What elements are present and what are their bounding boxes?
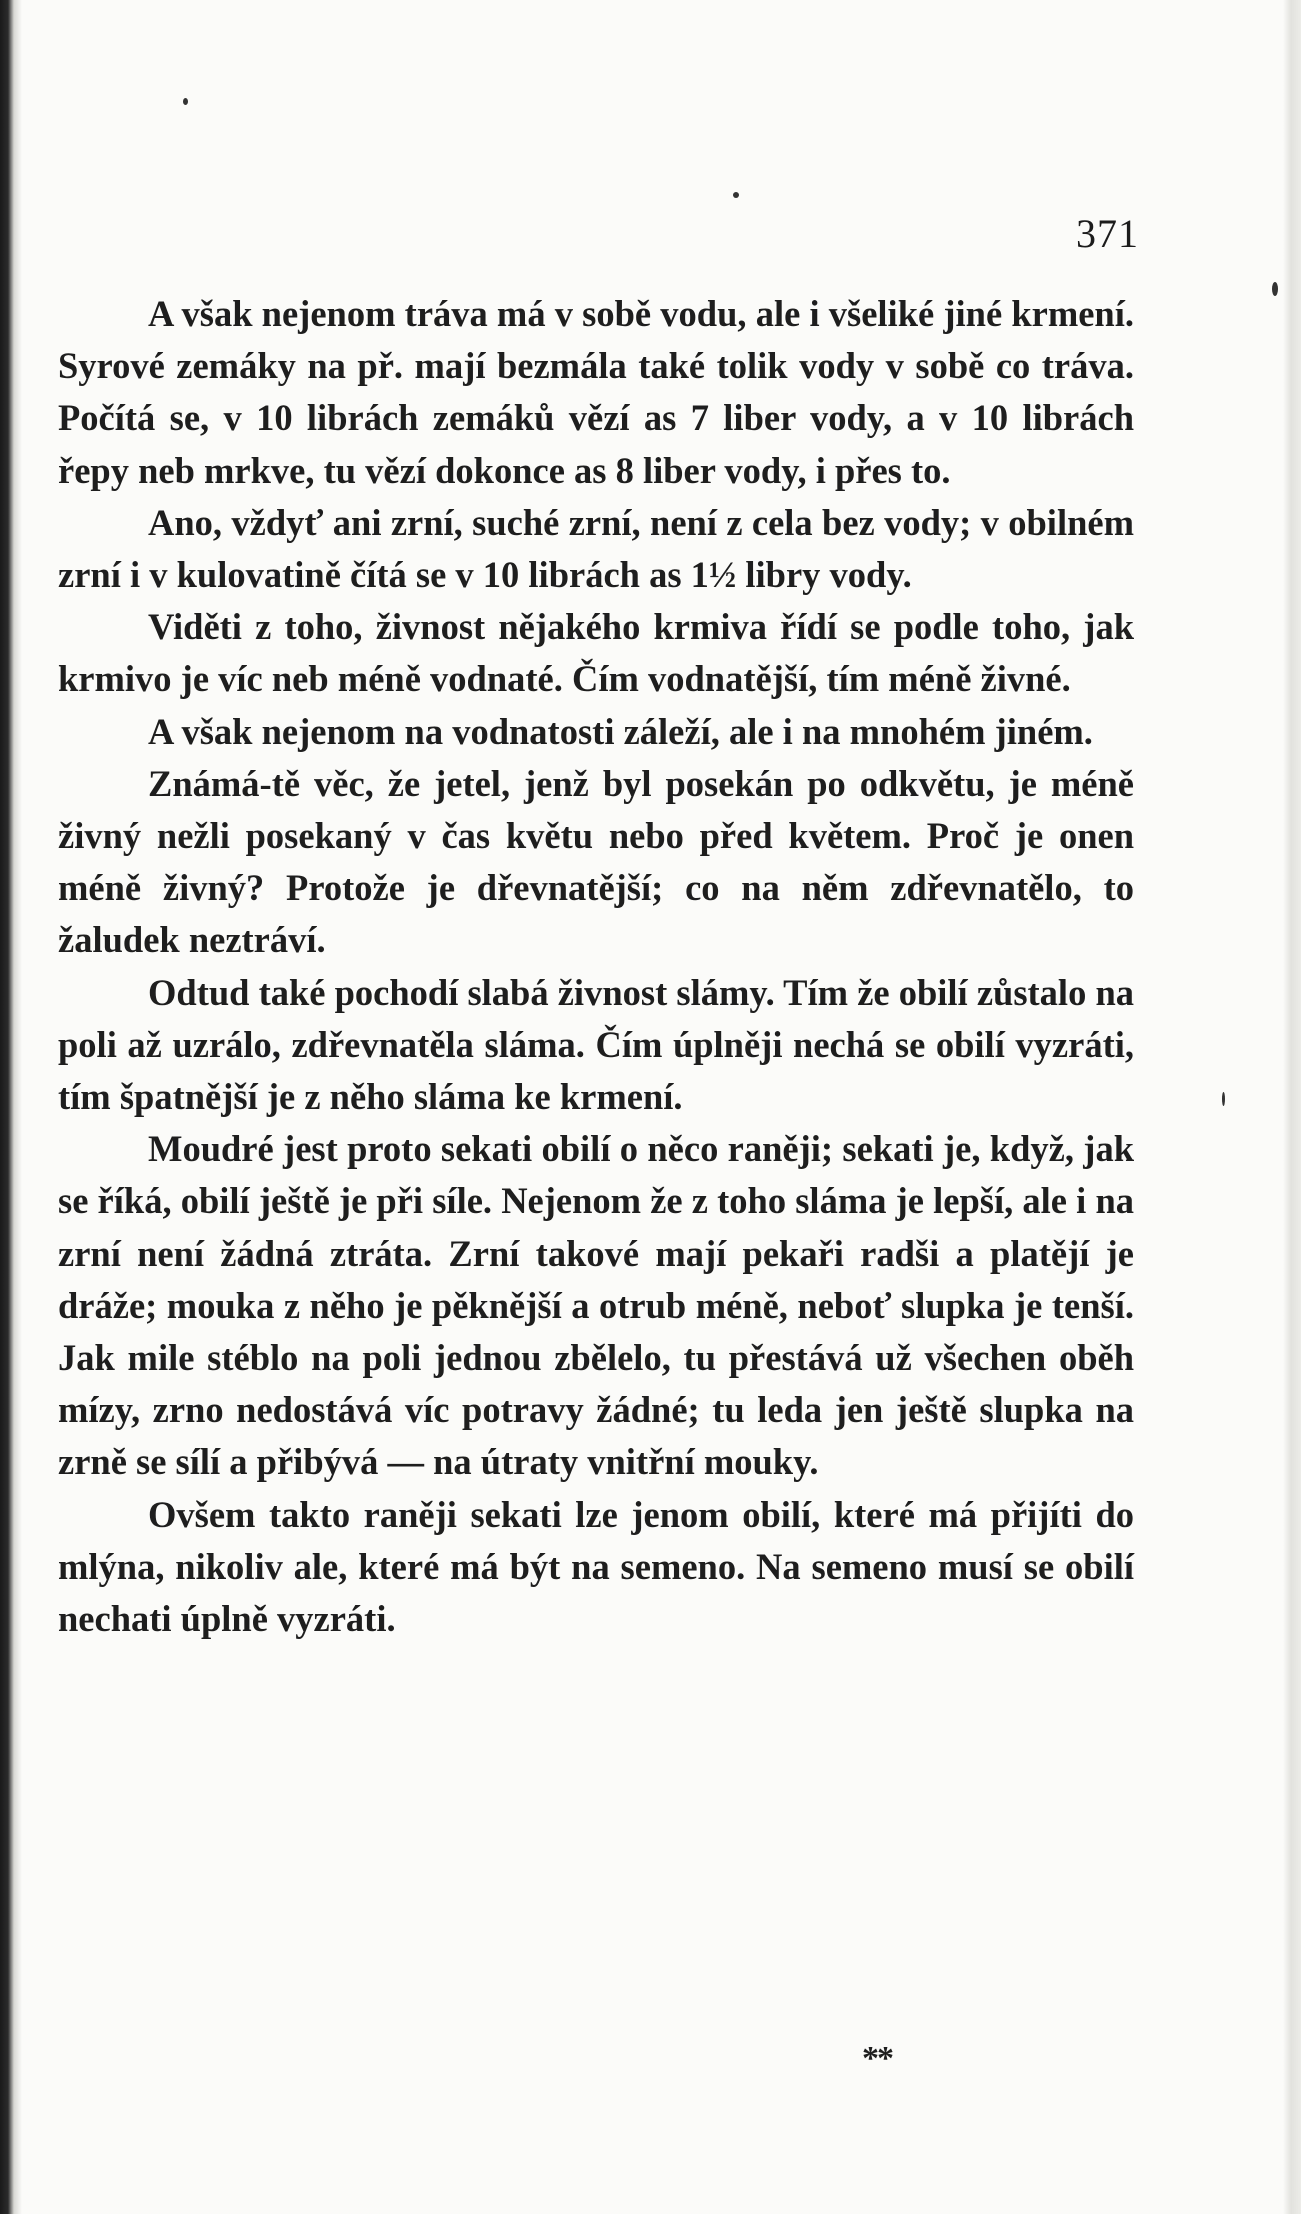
page-left-binding-edge [0,0,22,2214]
paragraph: Známá-tě věc, že jetel, jenž byl posekán po odkvětu, je méně živný nežli posekaný v čas květu nebo před květem. Proč je onen méně živný? Protože je dřevnatější; co na něm zdřevnatělo, to žaludek neztráví. [58,762,1134,961]
page-number: 371 [1076,211,1139,256]
page-right-edge [1283,0,1301,2214]
body-text [58,288,1134,1645]
paragraph: Ano, vždyť ani zrní, suché zrní, není z cela bez vody; v obilném zrní i v kulovatině čítá se v 10 librách as 1½ libry vody. [58,501,1134,596]
ink-speck [733,192,739,198]
paragraph: Moudré jest proto sekati obilí o něco raněji; sekati je, když, jak se říká, obilí ještě je při síle. Nejenom že z toho sláma je lepší, ale i na zrní není žádná ztráta. Zrní takové mají pekaři radši a platějí je dráže; mouka z něho je pěknější a otrub méně, neboť slupka je tenší. Jak mile stéblo na poli jednou zbělelo, tu přestává už všechen oběh mízy, zrno nedostává víc potravy žádné; tu leda jen ještě slupka na zrně se sílí a přibývá — na útraty vnitřní mouky. [58,1128,1134,1483]
paragraph: A však nejenom na vodnatosti záleží, ale i na mnohém jiném. [148,710,1093,752]
paragraph: Viděti z toho, živnost nějakého krmiva řídí se podle toho, jak krmivo je víc neb méně vodnaté. Čím vodnatější, tím méně živné. [58,606,1134,700]
paragraph: A však nejenom tráva má v sobě vodu, ale i všeliké jiné krmení. Syrové zemáky na př. mají bezmála také tolik vody v sobě co tráva. Počítá se, v 10 librách zemáků vězí as 7 liber vody, a v 10 librách řepy neb mrkve, tu vězí dokonce as 8 liber vody, i přes to. [58,293,1134,491]
section-separator: ** [862,2040,892,2077]
paragraph: Odtud také pochodí slabá živnost slámy. Tím že obilí zůstalo na poli až uzrálo, zdřevnatěla sláma. Čím úplněji nechá se obilí vyzráti, tím špatnější je z něho sláma ke krmení. [58,971,1134,1118]
ink-speck [1272,282,1278,296]
paragraph: Ovšem takto raněji sekati lze jenom obilí, které má přijíti do mlýna, nikoliv ale, které má být na semeno. Na semeno musí se obilí nechati úplně vyzráti. [58,1493,1134,1640]
ink-speck [1222,1092,1225,1106]
ink-speck [183,98,188,105]
